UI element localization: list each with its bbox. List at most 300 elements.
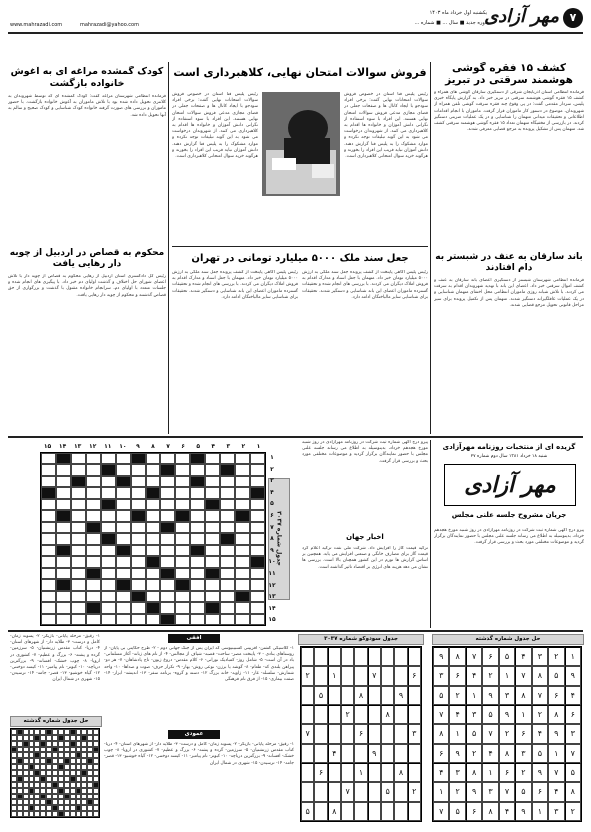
sudoku-cell: ۱ (328, 666, 341, 685)
sudoku-cell[interactable] (368, 647, 381, 666)
crossword-cell[interactable] (101, 487, 116, 498)
sudoku-cell[interactable] (341, 666, 354, 685)
sudoku-cell[interactable] (314, 744, 327, 763)
sudoku-answer-cell: ۶ (433, 744, 449, 763)
crossword-cell[interactable] (86, 487, 101, 498)
crossword-cell[interactable] (56, 533, 71, 544)
crossword-cell[interactable] (190, 487, 205, 498)
crossword-cell[interactable] (56, 476, 71, 487)
crossword-cell[interactable] (175, 522, 190, 533)
sudoku-cell[interactable] (381, 744, 394, 763)
crossword-cell[interactable] (116, 591, 131, 602)
crossword-cell[interactable] (250, 591, 265, 602)
crossword-cell[interactable] (160, 487, 175, 498)
crossword-cell[interactable] (101, 556, 116, 567)
crossword-cell[interactable] (116, 522, 131, 533)
sudoku-cell[interactable] (354, 802, 367, 821)
crossword-cell[interactable] (146, 591, 161, 602)
crossword-cell[interactable] (160, 533, 175, 544)
crossword-cell[interactable] (160, 453, 175, 464)
crossword-cell[interactable] (41, 568, 56, 579)
crossword-cell[interactable] (235, 545, 250, 556)
crossword-cell[interactable] (41, 464, 56, 475)
crossword-cell[interactable] (86, 556, 101, 567)
crossword-block (160, 522, 175, 533)
sudoku-cell[interactable] (368, 705, 381, 724)
crossword-cell[interactable] (160, 499, 175, 510)
sudoku-answer-cell: ۱ (482, 763, 498, 782)
crossword-cell[interactable] (41, 510, 56, 521)
crossword-cell[interactable] (41, 614, 56, 625)
crossword-row-numbers (266, 452, 278, 626)
crossword-cell[interactable] (131, 545, 146, 556)
sudoku-cell: ۶ (314, 763, 327, 782)
crossword-cell[interactable] (101, 510, 116, 521)
crossword-cell[interactable] (175, 499, 190, 510)
sudoku-cell[interactable] (381, 802, 394, 821)
sudoku-cell[interactable] (341, 647, 354, 666)
sudoku-answer-title: حل جدول شماره گذشته (432, 634, 584, 645)
sudoku-cell[interactable] (354, 782, 367, 801)
sudoku-cell[interactable] (301, 686, 314, 705)
crossword-cell[interactable] (71, 499, 86, 510)
crossword-cell[interactable] (205, 545, 220, 556)
crossword-cell[interactable] (71, 453, 86, 464)
sudoku-cell[interactable] (301, 782, 314, 801)
crossword-cell[interactable] (56, 614, 71, 625)
crossword-cell[interactable] (205, 476, 220, 487)
sudoku-cell[interactable] (368, 782, 381, 801)
crossword-cell[interactable] (190, 568, 205, 579)
crossword-cell[interactable] (116, 510, 131, 521)
sudoku-cell[interactable] (341, 763, 354, 782)
crossword-cell[interactable] (205, 510, 220, 521)
crossword-cell[interactable] (220, 591, 235, 602)
crossword-cell[interactable] (250, 476, 265, 487)
clues-horizontal: ۱- کلاسیکی گشتن- آفریینی کسبینیوسی که ایران پس از جنگ جهانی دوم - ۲- طرح حکایتی بی پایان- از روستاهای بنادی - ۳- پایتخت مصر- ساحت- قصبه- شیاف از مجالس- ۴- از نام های زنانه- آغاز مسلمانی- باد در آن است- ۵- شامل روز- کمبادیک نورانی- ۶- کلام مقدس- دروغ زبون- تاج پادشاهان- ۷- هر دو- پیراهن بلندی که- طعام- ۸- گوشه یا برزن- نوعی روش- بهار- ۹- تکرار حرف- صوت و صداها- ۱۰- واحد شمارش- سلسله- غار- ۱۱- زاویه- خانه بزرگ ۱۲- دسته و گروه- برنامه سفر- ۱۳- اندیشه- ابزار- ۱۴- صفت بیماری- ۱۵- از فرق نام فرهنگی (104, 646, 294, 683)
crossword-cell[interactable] (116, 533, 131, 544)
crossword-cell[interactable] (220, 499, 235, 510)
crossword-cell[interactable] (235, 556, 250, 567)
sudoku-cell[interactable] (394, 647, 407, 666)
crossword-cell[interactable] (235, 499, 250, 510)
crossword-cell[interactable] (131, 614, 146, 625)
sudoku-answer-cell: ۹ (482, 686, 498, 705)
crossword-cell[interactable] (175, 556, 190, 567)
crossword-cell[interactable] (205, 579, 220, 590)
crossword-cell[interactable] (220, 510, 235, 521)
crossword-cell[interactable] (131, 487, 146, 498)
sudoku-cell[interactable] (394, 744, 407, 763)
sudoku-cell[interactable] (301, 744, 314, 763)
sudoku-cell[interactable] (368, 763, 381, 782)
sudoku-cell[interactable] (301, 647, 314, 666)
crossword-cell[interactable] (250, 602, 265, 613)
sudoku-cell[interactable] (408, 763, 421, 782)
crossword-cell[interactable] (146, 522, 161, 533)
crossword-cell[interactable] (146, 476, 161, 487)
crossword-cell[interactable] (175, 568, 190, 579)
crossword-cell[interactable] (250, 499, 265, 510)
page-number-badge: ۷ (563, 8, 583, 28)
crossword-cell[interactable] (220, 568, 235, 579)
sudoku-answer-cell: ۲ (548, 647, 564, 666)
crossword-cell[interactable] (71, 614, 86, 625)
crossword-cell[interactable] (131, 602, 146, 613)
sudoku-cell[interactable] (368, 724, 381, 743)
sudoku-cell[interactable] (354, 666, 367, 685)
crossword-cell[interactable] (131, 568, 146, 579)
crossword-cell[interactable] (190, 579, 205, 590)
crossword-row-number: ۳ (270, 477, 274, 485)
crossword-cell[interactable] (116, 499, 131, 510)
crossword-cell[interactable] (56, 602, 71, 613)
crossword-cell[interactable] (160, 545, 175, 556)
crossword-cell[interactable] (175, 453, 190, 464)
sudoku-cell[interactable] (408, 744, 421, 763)
crossword-cell[interactable] (131, 533, 146, 544)
crossword-block (71, 476, 86, 487)
crossword-cell[interactable] (235, 476, 250, 487)
sudoku-cell[interactable] (408, 647, 421, 666)
crossword-cell[interactable] (71, 545, 86, 556)
crossword-cell[interactable] (131, 522, 146, 533)
site-email[interactable]: mahrazadi@yahoo.com (80, 22, 139, 28)
crossword-cell[interactable] (220, 579, 235, 590)
crossword-cell[interactable] (86, 545, 101, 556)
body-kodak: فرمانده انتظامی شهرستان مراغه گفت: کودک گمشده ای که توسط شهروندان به کلانتری تحویل داده شده بود با تلاش ماموران به آغوش خانواده بازگشت. با حضور ماموران و بررسی های صورت گرفته خانواده کودک شناسایی و کودک صحیح و سالم به آنها تحویل داده شد. (8, 94, 166, 118)
sudoku-cell[interactable] (314, 782, 327, 801)
crossword-cell[interactable] (41, 522, 56, 533)
crossword-cell[interactable] (220, 476, 235, 487)
crossword-cell[interactable] (146, 453, 161, 464)
crossword-cell[interactable] (235, 568, 250, 579)
crossword-cell[interactable] (146, 464, 161, 475)
crossword-cell[interactable] (250, 579, 265, 590)
crossword-cell[interactable] (71, 487, 86, 498)
crossword-cell[interactable] (56, 464, 71, 475)
crossword-cell[interactable] (160, 591, 175, 602)
crossword-block (160, 614, 175, 625)
crossword-cell[interactable] (41, 545, 56, 556)
sudoku-answer-cell: ۱ (548, 744, 564, 763)
crossword-cell[interactable] (250, 533, 265, 544)
sudoku-cell[interactable] (381, 686, 394, 705)
sudoku-answer-cell: ۳ (466, 705, 482, 724)
crossword-cell[interactable] (205, 591, 220, 602)
crossword-cell[interactable] (131, 464, 146, 475)
crossword-cell[interactable] (41, 602, 56, 613)
crossword-row-number: ۷ (270, 523, 274, 531)
sudoku-cell[interactable] (341, 686, 354, 705)
crossword-cell[interactable] (175, 591, 190, 602)
crossword-cell[interactable] (41, 591, 56, 602)
sudoku-answer-cell: ۲ (449, 686, 465, 705)
crossword-cell[interactable] (131, 499, 146, 510)
crossword-cell[interactable] (175, 602, 190, 613)
crossword-cell[interactable] (101, 591, 116, 602)
crossword-cell[interactable] (205, 487, 220, 498)
crossword-cell[interactable] (146, 545, 161, 556)
sudoku-cell[interactable] (368, 686, 381, 705)
crossword-block (56, 510, 71, 521)
crossword-cell[interactable] (250, 614, 265, 625)
crossword-cell[interactable] (220, 545, 235, 556)
sudoku-cell[interactable] (314, 647, 327, 666)
sudoku-cell[interactable] (381, 724, 394, 743)
crossword-cell[interactable] (250, 522, 265, 533)
crossword-cell[interactable] (220, 522, 235, 533)
crossword-cell[interactable] (160, 602, 175, 613)
crossword-cell[interactable] (250, 510, 265, 521)
sudoku-cell[interactable] (314, 705, 327, 724)
sudoku-cell[interactable] (341, 724, 354, 743)
crossword-cell[interactable] (101, 579, 116, 590)
sudoku-cell[interactable] (328, 705, 341, 724)
crossword-cell[interactable] (205, 614, 220, 625)
crossword-cell[interactable] (116, 568, 131, 579)
sudoku-cell[interactable] (328, 782, 341, 801)
sudoku-cell[interactable] (381, 647, 394, 666)
crossword-cell[interactable] (160, 579, 175, 590)
crossword-cell[interactable] (56, 591, 71, 602)
sudoku-cell[interactable] (394, 705, 407, 724)
sudoku-cell[interactable] (341, 802, 354, 821)
crossword-cell[interactable] (250, 453, 265, 464)
crossword-block (205, 499, 220, 510)
headline-ardabil: محکوم به قصاص در اردبیل از چوبه دار رهایی یافت (9, 248, 165, 269)
crossword-cell[interactable] (71, 591, 86, 602)
crossword-cell[interactable] (71, 464, 86, 475)
crossword-cell[interactable] (235, 487, 250, 498)
crossword-col-number: ۱۵ (43, 443, 52, 450)
crossword-cell[interactable] (101, 568, 116, 579)
sudoku-cell[interactable] (368, 802, 381, 821)
sudoku-answer-cell: ۵ (433, 686, 449, 705)
crossword-cell[interactable] (86, 614, 101, 625)
sudoku-cell[interactable] (314, 724, 327, 743)
crossword-cell[interactable] (71, 556, 86, 567)
crossword-cell[interactable] (41, 499, 56, 510)
sudoku-cell[interactable] (328, 686, 341, 705)
sudoku-answer-cell: ۵ (532, 744, 548, 763)
crossword-cell[interactable] (86, 579, 101, 590)
crossword-cell[interactable] (190, 591, 205, 602)
crossword-cell[interactable] (250, 464, 265, 475)
crossword-cell[interactable] (235, 533, 250, 544)
crossword-cell[interactable] (250, 568, 265, 579)
crossword-block (250, 556, 265, 567)
crossword-cell[interactable] (101, 602, 116, 613)
sudoku-answer-cell: ۸ (565, 782, 581, 801)
sudoku-cell[interactable] (394, 782, 407, 801)
crossword-cell[interactable] (101, 522, 116, 533)
crossword-cell[interactable] (56, 522, 71, 533)
crossword-cell[interactable] (220, 453, 235, 464)
crossword-cell[interactable] (175, 487, 190, 498)
crossword-cell[interactable] (190, 556, 205, 567)
crossword-cell[interactable] (160, 510, 175, 521)
crossword-cell[interactable] (160, 556, 175, 567)
sudoku-answer-cell: ۶ (499, 763, 515, 782)
sudoku-cell[interactable] (394, 666, 407, 685)
crossword-cell[interactable] (190, 510, 205, 521)
crossword-cell[interactable] (101, 476, 116, 487)
crossword-cell[interactable] (160, 476, 175, 487)
sudoku-answer-cell: ۱ (499, 666, 515, 685)
col-divider-2 (168, 62, 169, 434)
crossword-cell[interactable] (86, 510, 101, 521)
crossword-cell[interactable] (175, 545, 190, 556)
crossword-cell[interactable] (71, 568, 86, 579)
sudoku-cell[interactable] (408, 802, 421, 821)
crossword-row-number: ۱۱ (268, 570, 276, 577)
crossword-cell[interactable] (175, 476, 190, 487)
sudoku-answer-cell: ۵ (466, 724, 482, 743)
crossword-cell[interactable] (235, 453, 250, 464)
sudoku-cell[interactable] (341, 744, 354, 763)
masthead (8, 8, 583, 64)
headline-konkur: فروش سوالات امتحان نهایی، کلاهبرداری است (173, 66, 427, 79)
crossword-cell[interactable] (175, 533, 190, 544)
crossword-cell[interactable] (220, 614, 235, 625)
crossword-cell[interactable] (146, 499, 161, 510)
sudoku-cell[interactable] (354, 647, 367, 666)
crossword-cell[interactable] (190, 602, 205, 613)
crossword-row-number: ۵ (270, 500, 274, 508)
sudoku-cell[interactable] (408, 705, 421, 724)
crossword-cell[interactable] (71, 602, 86, 613)
crossword-cell[interactable] (41, 556, 56, 567)
crossword-cell[interactable] (205, 556, 220, 567)
crossword-cell[interactable] (175, 614, 190, 625)
crossword-col-number: ۱۱ (104, 443, 112, 450)
crossword-cell[interactable] (116, 602, 131, 613)
crossword-cell[interactable] (116, 453, 131, 464)
crossword-block (116, 579, 131, 590)
crossword-cell[interactable] (205, 533, 220, 544)
sudoku-cell[interactable] (381, 763, 394, 782)
crossword-cell[interactable] (190, 614, 205, 625)
crossword-cell[interactable] (235, 579, 250, 590)
crossword-cell[interactable] (190, 464, 205, 475)
sudoku-answer-cell: ۴ (548, 782, 564, 801)
crossword-cell[interactable] (86, 476, 101, 487)
crossword-cell[interactable] (56, 487, 71, 498)
crossword-cell[interactable] (175, 464, 190, 475)
sudoku-answer-cell: ۲ (482, 666, 498, 685)
crossword-cell[interactable] (41, 476, 56, 487)
sudoku-cell[interactable] (301, 705, 314, 724)
crossword-cell[interactable] (146, 614, 161, 625)
crossword-cell[interactable] (190, 522, 205, 533)
crossword-cell[interactable] (205, 522, 220, 533)
crossword-cell[interactable] (56, 568, 71, 579)
crossword-cell[interactable] (116, 556, 131, 567)
sudoku-cell[interactable] (314, 666, 327, 685)
crossword-row-number: ۲ (270, 465, 274, 473)
crossword-cell[interactable] (131, 476, 146, 487)
crossword-cell[interactable] (146, 568, 161, 579)
sudoku-answer-cell: ۵ (515, 782, 531, 801)
sudoku-cell[interactable] (394, 724, 407, 743)
crossword-cell[interactable] (116, 614, 131, 625)
crossword-cell[interactable] (116, 487, 131, 498)
crossword-cell[interactable] (190, 499, 205, 510)
sudoku-cell[interactable] (354, 705, 367, 724)
crossword-cell[interactable] (101, 614, 116, 625)
crossword-cell[interactable] (235, 464, 250, 475)
sudoku-cell: ۸ (381, 705, 394, 724)
crossword-cell[interactable] (56, 499, 71, 510)
site-url[interactable]: www.mahrazadi.com (10, 22, 63, 28)
crossword-cell[interactable] (101, 545, 116, 556)
crossword-cell[interactable] (235, 614, 250, 625)
crossword-cell[interactable] (71, 510, 86, 521)
crossword-cell[interactable] (131, 556, 146, 567)
crossword-cell[interactable] (220, 487, 235, 498)
sudoku-cell[interactable] (394, 802, 407, 821)
tehran-top-rule (172, 246, 428, 247)
crossword-cell[interactable] (86, 591, 101, 602)
crossword-cell[interactable] (116, 464, 131, 475)
sudoku-cell[interactable] (328, 763, 341, 782)
crossword-cell[interactable] (86, 464, 101, 475)
crossword-cell[interactable] (86, 533, 101, 544)
sudoku-answer-cell: ۲ (449, 782, 465, 801)
crossword-cell[interactable] (86, 453, 101, 464)
crossword-cell[interactable] (101, 453, 116, 464)
crossword-cell[interactable] (86, 499, 101, 510)
sudoku-cell[interactable] (328, 724, 341, 743)
clues-horizontal-label: افقی (168, 634, 220, 643)
crossword-cell[interactable] (220, 556, 235, 567)
crossword-cell[interactable] (71, 533, 86, 544)
sudoku-cell[interactable] (314, 802, 327, 821)
crossword-cell[interactable] (250, 545, 265, 556)
sudoku-cell[interactable] (408, 686, 421, 705)
body-tehran-right: رئیس پلیس آگاهی پایتخت از کشف پرونده جعل سند ملکی به ارزش ۵۰۰۰ میلیارد تومان خبر داد. متهمان با جعل اسناد و مدارک اقدام به فروش املاک دیگران می کردند. با بررسی های انجام شده و تحقیقات گسترده ماموران اعضای این باند شناسایی و دستگیر شدند. تحقیقات برای شناسایی سایر مالباختگان ادامه دارد. (302, 270, 428, 300)
sudoku-cell[interactable] (328, 647, 341, 666)
sudoku-answer-cell: ۲ (499, 724, 515, 743)
crossword-cell[interactable] (56, 556, 71, 567)
crossword-cell[interactable] (71, 579, 86, 590)
sudoku-cell[interactable] (354, 744, 367, 763)
crossword-cell[interactable] (71, 522, 86, 533)
crossword-cell[interactable] (146, 533, 161, 544)
crossword-cell[interactable] (146, 510, 161, 521)
crossword-cell[interactable] (190, 533, 205, 544)
logo: مهر آزادی (484, 6, 559, 27)
sudoku-answer-cell: ۳ (548, 802, 564, 821)
crossword-cell[interactable] (205, 464, 220, 475)
sudoku-cell: ۵ (301, 802, 314, 821)
crossword-cell[interactable] (235, 602, 250, 613)
crossword-row-number: ۱۴ (268, 604, 276, 612)
sudoku-cell[interactable] (381, 666, 394, 685)
crossword-row-number: ۱۳ (268, 593, 276, 601)
crossword-cell[interactable] (205, 453, 220, 464)
crossword-cell[interactable] (146, 579, 161, 590)
crossword-cell[interactable] (41, 453, 56, 464)
crossword-cell[interactable] (235, 522, 250, 533)
crossword-cell[interactable] (41, 533, 56, 544)
crossword-col-number: ۵ (196, 443, 201, 450)
crossword-cell[interactable] (41, 579, 56, 590)
crossword-cell[interactable] (220, 602, 235, 613)
sudoku-cell[interactable] (301, 763, 314, 782)
crossword-cell[interactable] (131, 579, 146, 590)
